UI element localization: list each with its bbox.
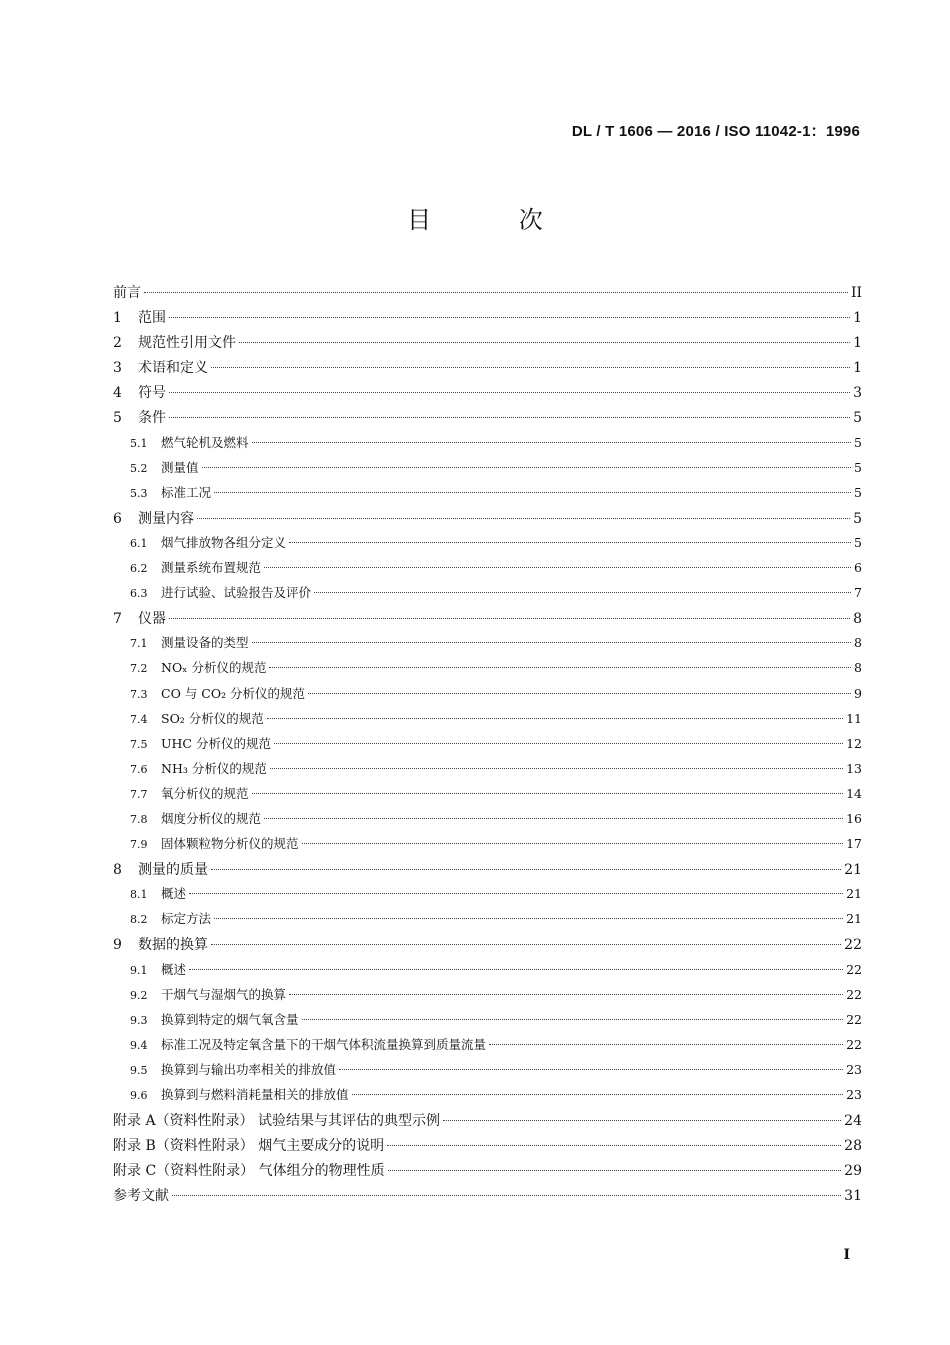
toc-entry-page: 22 <box>844 937 862 954</box>
toc-entry-page: 21 <box>846 886 862 902</box>
toc-entry-page: 13 <box>846 760 862 776</box>
toc-leader-dots <box>211 944 841 945</box>
toc-leader-dots <box>289 994 843 995</box>
toc-entry-number: 8.2 <box>130 913 148 927</box>
toc-leader-dots <box>489 1044 843 1045</box>
toc-entry-label <box>113 357 208 377</box>
toc-leader-dots <box>269 667 851 668</box>
toc-entry-title: 干烟气与湿烟气的换算 <box>161 986 287 1002</box>
toc-entry[interactable] <box>113 884 862 909</box>
toc-entry-title: 术语和定义 <box>138 360 208 377</box>
toc-entry-title: 附录 C（资料性附录） 气体组分的物理性质 <box>113 1163 385 1180</box>
toc-entry[interactable] <box>113 407 862 432</box>
toc-leader-dots <box>214 918 843 919</box>
toc-leader-dots <box>352 1094 844 1095</box>
toc-entry-number: 6.1 <box>130 536 148 550</box>
toc-entry[interactable] <box>113 809 862 834</box>
toc-entry[interactable] <box>113 1110 862 1135</box>
toc-entry-title: 烟度分析仪的规范 <box>161 810 262 826</box>
toc-entry-page: 14 <box>846 785 862 801</box>
toc-leader-dots <box>274 743 843 744</box>
toc-entry-title: 前言 <box>113 285 141 301</box>
toc-entry-number: 8 <box>113 862 122 879</box>
toc-entry[interactable] <box>113 1060 862 1085</box>
toc-entry-title: NH₃ 分析仪的规范 <box>161 760 267 776</box>
toc-entry-label <box>113 684 305 702</box>
toc-entry-label <box>113 934 208 954</box>
toc-leader-dots <box>264 567 851 568</box>
toc-leader-dots <box>197 518 850 519</box>
toc-entry-label <box>113 608 166 628</box>
toc-entry-page: 23 <box>846 1061 862 1077</box>
toc-leader-dots <box>267 718 843 719</box>
toc-entry-number: 9.5 <box>130 1063 148 1077</box>
toc-entry[interactable] <box>113 985 862 1010</box>
toc-leader-dots <box>239 342 850 343</box>
toc-entry[interactable] <box>113 583 862 608</box>
toc-entry-label <box>113 282 141 302</box>
toc-entry-title: 换算到特定的烟气氧含量 <box>161 1011 299 1027</box>
toc-entry-page: 6 <box>854 560 862 576</box>
toc-entry[interactable] <box>113 1185 862 1210</box>
toc-entry-title: CO 与 CO₂ 分析仪的规范 <box>161 685 306 701</box>
toc-entry-number: 9.2 <box>130 988 148 1002</box>
toc-entry-title: 测量内容 <box>138 510 194 527</box>
toc-entry-label <box>113 709 264 727</box>
toc-entry-number: 7 <box>113 611 122 628</box>
toc-leader-dots <box>169 417 850 418</box>
toc-entry-title: 测量设备的类型 <box>161 635 249 651</box>
toc-leader-dots <box>387 1145 841 1146</box>
toc-entry-number: 8.1 <box>130 888 148 902</box>
toc-entry-label <box>113 1035 486 1053</box>
toc-entry-title: 测量值 <box>161 459 199 475</box>
toc-entry-page: 22 <box>846 986 862 1002</box>
toc-leader-dots <box>172 1195 841 1196</box>
toc-entry-title: 燃气轮机及燃料 <box>161 434 249 450</box>
toc-entry-title: 固体颗粒物分析仪的规范 <box>161 836 299 852</box>
toc-entry-title: 数据的换算 <box>138 937 208 954</box>
toc-entry-label <box>113 433 249 451</box>
toc-entry-title: 概述 <box>161 886 187 902</box>
toc-entry-title: 概述 <box>161 961 187 977</box>
toc-entry-label <box>113 909 211 927</box>
toc-entry-number: 9.3 <box>130 1013 148 1027</box>
toc-leader-dots <box>443 1120 841 1121</box>
toc-entry-page: 1 <box>853 335 862 352</box>
toc-entry-number: 9.4 <box>130 1038 148 1052</box>
toc-entry-page: 12 <box>846 735 862 751</box>
toc-entry-title: 附录 B（资料性附录） 烟气主要成分的说明 <box>113 1138 385 1155</box>
toc-entry-number: 6.3 <box>130 587 148 601</box>
toc-leader-dots <box>211 367 850 368</box>
toc-entry-title: 换算到与输出功率相关的排放值 <box>161 1061 337 1077</box>
toc-entry-number: 6 <box>113 510 122 527</box>
toc-entry-title: 仪器 <box>138 611 166 628</box>
toc-entry-page: 29 <box>844 1163 862 1180</box>
toc-entry-label <box>113 1060 336 1078</box>
toc-entry-number: 7.2 <box>130 662 148 676</box>
toc-leader-dots <box>252 793 844 794</box>
toc-entry-title: SO₂ 分析仪的规范 <box>161 710 264 726</box>
toc-entry-number: 7.8 <box>130 812 148 826</box>
toc-entry[interactable] <box>113 508 862 533</box>
page-title: 目 次 <box>407 206 583 234</box>
toc-entry-page: 5 <box>853 510 862 527</box>
toc-leader-dots <box>169 392 850 393</box>
toc-entry-number: 5.1 <box>130 436 148 450</box>
toc-entry-label <box>113 985 286 1003</box>
toc-entry-page: 22 <box>846 1011 862 1027</box>
toc-entry-label <box>113 884 186 902</box>
toc-entry-page: 1 <box>853 310 862 327</box>
toc-entry-label <box>113 508 194 528</box>
toc-entry[interactable] <box>113 734 862 759</box>
toc-entry-title: 符号 <box>138 385 166 402</box>
toc-entry-label <box>113 1110 440 1130</box>
toc-entry-title: UHC 分析仪的规范 <box>161 735 271 751</box>
toc-entry-title: 标准工况及特定氧含量下的干烟气体积流量换算到质量流量 <box>161 1036 487 1052</box>
toc-entry[interactable] <box>113 1160 862 1185</box>
toc-leader-dots <box>211 869 841 870</box>
toc-entry-title: 测量系统布置规范 <box>161 560 262 576</box>
toc-entry-label <box>113 1185 169 1205</box>
toc-entry-page: 8 <box>853 611 862 628</box>
toc-entry-page: 28 <box>844 1138 862 1155</box>
toc-entry-page: 9 <box>854 685 862 701</box>
toc-entry[interactable] <box>113 1085 862 1110</box>
toc-entry-title: 标准工况 <box>161 484 212 500</box>
toc-entry-label <box>113 960 186 978</box>
toc-entry-page: 5 <box>854 434 862 450</box>
toc-entry-label <box>113 633 249 651</box>
toc-entry-page: 21 <box>846 911 862 927</box>
toc-entry[interactable] <box>113 934 862 959</box>
toc-entry-title: 烟气排放物各组分定义 <box>161 534 287 550</box>
toc-entry-number: 7.1 <box>130 637 148 651</box>
toc-leader-dots <box>252 642 852 643</box>
toc-entry[interactable] <box>113 458 862 483</box>
toc-leader-dots <box>339 1069 843 1070</box>
toc-leader-dots <box>144 292 848 293</box>
toc-leader-dots <box>189 969 843 970</box>
toc-entry[interactable] <box>113 784 862 809</box>
toc-entry-label <box>113 1085 349 1103</box>
toc-entry-label <box>113 458 199 476</box>
toc-entry[interactable] <box>113 709 862 734</box>
toc-leader-dots <box>214 492 851 493</box>
toc-entry[interactable] <box>113 1010 862 1035</box>
toc-entry-number: 4 <box>113 385 122 402</box>
toc-entry-title: 条件 <box>138 410 166 427</box>
toc-entry-title: 参考文献 <box>113 1188 169 1205</box>
toc-entry-page: 7 <box>854 585 862 601</box>
toc-entry-page: II <box>850 285 862 301</box>
toc-leader-dots <box>302 843 844 844</box>
toc-leader-dots <box>264 818 843 819</box>
toc-entry-title: 标定方法 <box>161 911 212 927</box>
document-code: DL / T 1606 — 2016 / ISO 11042-1：1996 <box>571 123 860 140</box>
toc-entry[interactable] <box>113 1035 862 1060</box>
toc-entry-page: 16 <box>846 810 862 826</box>
toc-entry[interactable] <box>113 658 862 683</box>
toc-leader-dots <box>252 442 852 443</box>
toc-entry-page: 8 <box>854 660 862 676</box>
toc-entry[interactable] <box>113 1135 862 1160</box>
toc-entry[interactable] <box>113 332 862 357</box>
toc-entry-number: 9 <box>113 937 122 954</box>
toc-entry-number: 7.7 <box>130 787 148 801</box>
toc-entry-page: 24 <box>844 1113 862 1130</box>
toc-entry-number: 1 <box>113 310 122 327</box>
toc-entry-label <box>113 859 208 879</box>
toc-entry-page: 23 <box>846 1087 862 1102</box>
toc-entry-label <box>113 784 249 802</box>
toc-entry[interactable] <box>113 960 862 985</box>
toc-entry-number: 5.3 <box>130 486 148 500</box>
toc-leader-dots <box>308 693 851 694</box>
toc-entry[interactable] <box>113 357 862 382</box>
toc-entry[interactable] <box>113 684 862 709</box>
toc-entry[interactable] <box>113 533 862 558</box>
toc-entry[interactable] <box>113 558 862 583</box>
toc-entry-number: 9.1 <box>130 963 148 977</box>
toc-entry[interactable] <box>113 282 862 307</box>
toc-entry-number: 7.9 <box>130 838 148 852</box>
toc-entry-page: 22 <box>846 961 862 977</box>
toc-entry[interactable] <box>113 834 862 859</box>
toc-entry-title: 测量的质量 <box>138 862 208 879</box>
toc-entry-number: 7.4 <box>130 712 148 726</box>
toc-entry-label <box>113 483 211 501</box>
toc-leader-dots <box>270 768 843 769</box>
toc-entry-page: 8 <box>854 635 862 651</box>
toc-entry-label <box>113 658 266 676</box>
toc-entry-label <box>113 382 166 402</box>
toc-entry[interactable] <box>113 307 862 332</box>
toc-entry-page: 21 <box>844 862 862 879</box>
toc-entry-number: 9.6 <box>130 1089 148 1102</box>
toc-entry-page: 5 <box>854 534 862 550</box>
toc-entry-page: 5 <box>854 484 862 500</box>
toc-entry-number: 7.3 <box>130 687 148 701</box>
table-of-contents <box>113 282 862 1210</box>
toc-entry-title: 附录 A（资料性附录） 试验结果与其评估的典型示例 <box>113 1113 441 1130</box>
toc-entry-number: 6.2 <box>130 562 148 576</box>
toc-entry-title: NOₓ 分析仪的规范 <box>161 660 267 676</box>
toc-leader-dots <box>189 893 843 894</box>
toc-entry-page: 31 <box>844 1188 862 1205</box>
toc-entry-label <box>113 759 267 777</box>
toc-entry[interactable] <box>113 859 862 884</box>
toc-entry[interactable] <box>113 483 862 508</box>
toc-leader-dots <box>302 1019 844 1020</box>
toc-leader-dots <box>388 1170 842 1171</box>
toc-entry[interactable] <box>113 608 862 633</box>
toc-entry-page: 3 <box>853 385 862 402</box>
toc-entry-label <box>113 558 261 576</box>
toc-entry-label <box>113 1135 384 1155</box>
toc-entry-title: 氧分析仪的规范 <box>161 785 249 801</box>
toc-entry[interactable] <box>113 433 862 458</box>
toc-entry-page: 5 <box>853 410 862 427</box>
toc-entry[interactable] <box>113 633 862 658</box>
toc-entry-number: 7.6 <box>130 762 148 776</box>
toc-entry-page: 22 <box>846 1036 862 1052</box>
toc-entry-title: 规范性引用文件 <box>138 335 236 352</box>
toc-entry-page: 17 <box>846 836 862 852</box>
toc-entry-number: 5.2 <box>130 461 148 475</box>
toc-leader-dots <box>289 542 851 543</box>
toc-entry-number: 2 <box>113 335 122 352</box>
toc-leader-dots <box>314 592 851 593</box>
toc-entry-label <box>113 1160 385 1180</box>
toc-leader-dots <box>169 317 850 318</box>
toc-entry-label <box>113 307 166 327</box>
toc-entry-number: 5 <box>113 410 122 427</box>
toc-entry-title: 范围 <box>138 310 166 327</box>
toc-entry-page: 11 <box>846 710 862 726</box>
toc-entry-title: 换算到与燃料消耗量相关的排放值 <box>161 1087 349 1102</box>
toc-entry-label <box>113 834 299 852</box>
toc-leader-dots <box>202 467 852 468</box>
toc-entry[interactable] <box>113 909 862 934</box>
toc-entry-number: 3 <box>113 360 122 377</box>
toc-leader-dots <box>169 618 850 619</box>
page-number: I <box>843 1247 850 1263</box>
toc-entry[interactable] <box>113 759 862 784</box>
toc-entry-label <box>113 407 166 427</box>
toc-entry-label <box>113 533 286 551</box>
toc-entry-label <box>113 583 311 601</box>
toc-entry-page: 5 <box>854 459 862 475</box>
toc-entry-title: 进行试验、试验报告及评价 <box>161 585 312 601</box>
toc-entry-label <box>113 809 261 827</box>
toc-entry-page: 1 <box>853 360 862 377</box>
toc-entry-label <box>113 1010 299 1028</box>
toc-entry[interactable] <box>113 382 862 407</box>
toc-entry-number: 7.5 <box>130 737 148 751</box>
toc-entry-label <box>113 734 271 752</box>
toc-entry-label <box>113 332 236 352</box>
